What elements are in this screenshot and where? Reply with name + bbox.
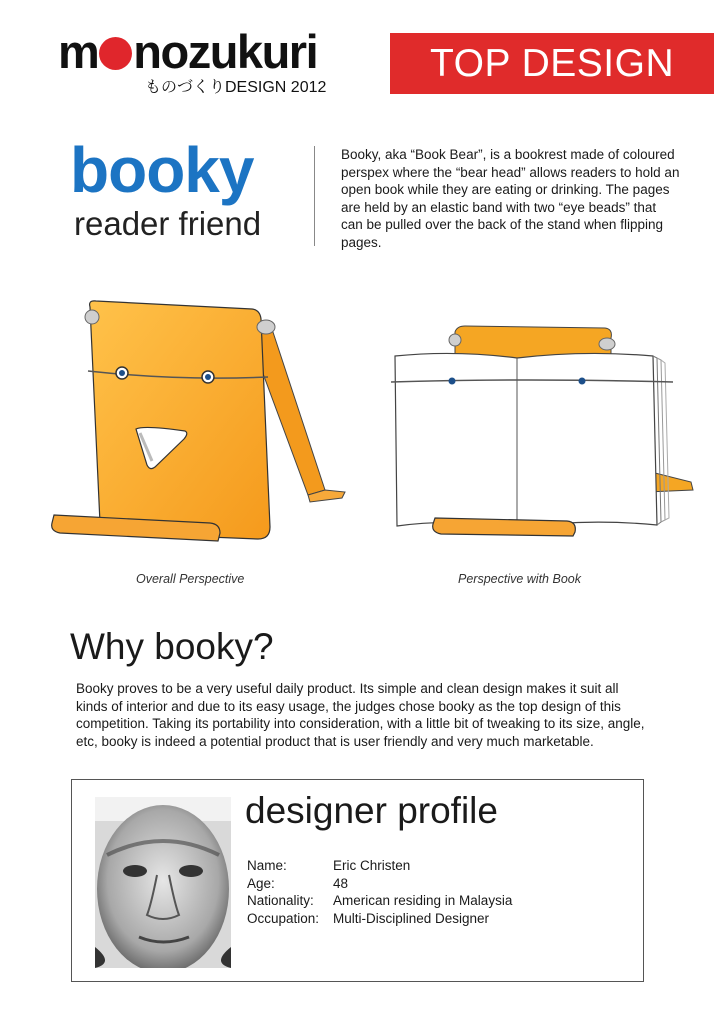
top-design-banner: TOP DESIGN <box>390 33 714 94</box>
profile-row-name <box>247 858 516 876</box>
logo-red-dot <box>99 37 132 70</box>
product-description: Booky, aka “Book Bear”, is a bookrest made of coloured perspex where the “bear head” allows readers to hold an open book while they are eating or drinking. The pages are held by an elastic band with two “eye beads” that can be pulled over the back of the stand when flipping pages. <box>341 147 680 250</box>
book-perspective-illustration <box>385 320 705 545</box>
designer-portrait <box>95 797 231 968</box>
overall-perspective-illustration <box>40 295 360 560</box>
why-heading: Why booky? <box>70 626 274 667</box>
logo-text-start: m <box>58 25 99 78</box>
logo-subtitle: ものづくりDESIGN 2012 <box>145 79 327 96</box>
age-label: Age: <box>247 875 275 891</box>
name-label: Name: <box>247 858 287 873</box>
profile-row-nationality <box>247 893 516 911</box>
title-divider <box>314 146 315 246</box>
occupation-label: Occupation: <box>247 910 320 926</box>
left-caption: Overall Perspective <box>136 572 245 586</box>
product-name: booky <box>70 134 254 206</box>
nationality-value: American residing in Malaysia <box>333 893 513 908</box>
logo-text-end: nozukuri <box>133 25 318 78</box>
profile-heading: designer profile <box>245 790 498 831</box>
profile-row-occupation <box>247 911 516 929</box>
monozukuri-logo <box>58 25 318 78</box>
profile-row-age <box>247 876 516 894</box>
name-value: Eric Christen <box>333 858 411 873</box>
right-caption: Perspective with Book <box>458 572 581 586</box>
nationality-label: Nationality: <box>247 893 314 908</box>
age-value: 48 <box>333 875 349 891</box>
profile-details <box>247 858 516 928</box>
occupation-value: Multi-Disciplined Designer <box>333 910 490 926</box>
product-tagline: reader friend <box>74 205 262 242</box>
why-paragraph: Booky proves to be a very useful daily product. Its simple and clean design makes it suit all kinds of interior and due to its easy usage, the judges chose booky as the top design of this competition. Taking its portability into consideration, with a little bit of tweaking to its size, angle, etc, booky is indeed a potential product that is user friendly and very much marketable. <box>76 681 645 749</box>
